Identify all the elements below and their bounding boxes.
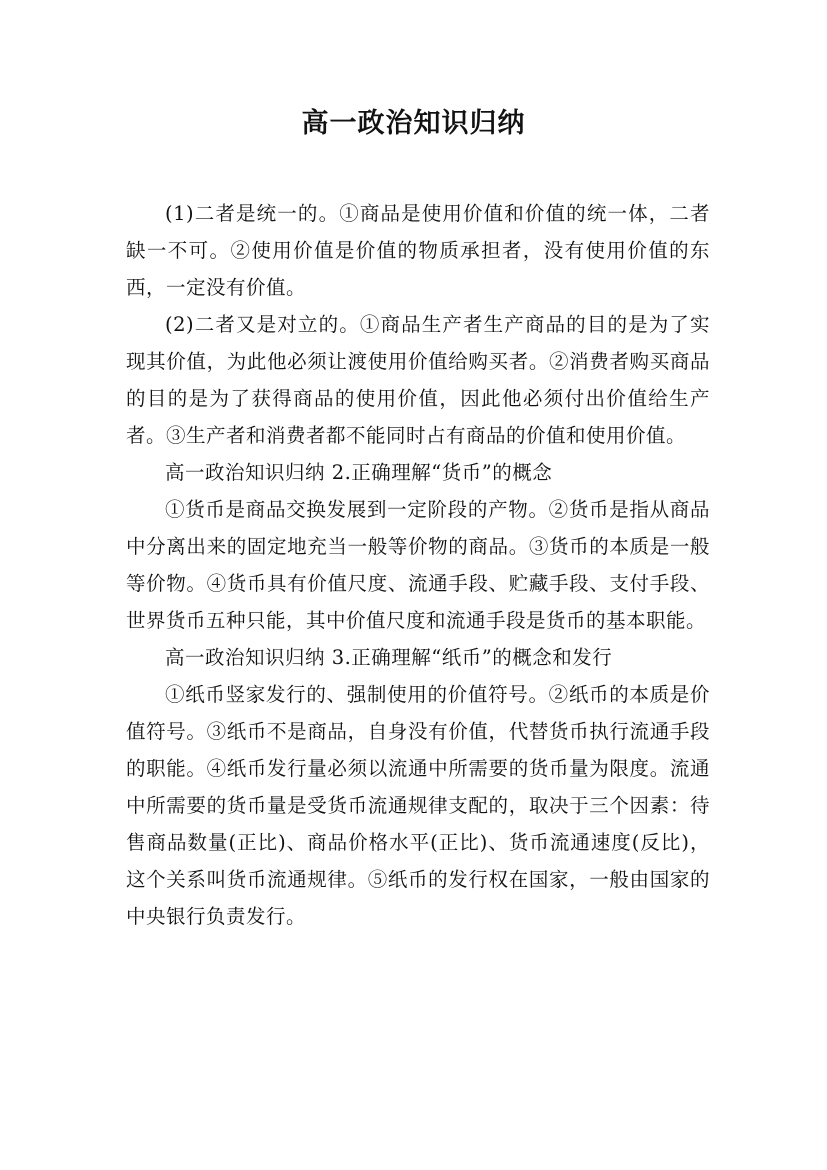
section-heading-currency: 高一政治知识归纳 2.正确理解“货币”的概念 <box>165 461 553 484</box>
paragraph-currency: ①货币是商品交换发展到一定阶段的产物。②货币是指从商品中分离出来的固定地充当一般等价物的商品。③货币的本质是一般等价物。④货币具有价值尺度、流通手段、贮藏手段、支付手段、世界货币五种只能，其中价值尺度和流通手段是货币的基本职能。 <box>126 498 710 632</box>
section-heading-paper-money: 高一政治知识归纳 3.正确理解“纸币”的概念和发行 <box>165 646 613 669</box>
paragraph-unity-opposition-2: (2)二者又是对立的。①商品生产者生产商品的目的是为了实现其价值，为此他必须让渡使用价值给购买者。②消费者购买商品的目的是为了获得商品的使用价值，因此他必须付出价值给生产者。③生产者和消费者都不能同时占有商品的价值和使用价值。 <box>126 313 710 447</box>
document-body <box>126 195 710 935</box>
paragraph-unity-opposition-1: (1)二者是统一的。①商品是使用价值和价值的统一体，二者缺一不可。②使用价值是价值的物质承担者，没有使用价值的东西，一定没有价值。 <box>126 202 710 299</box>
document-title: 高一政治知识归纳 <box>301 108 526 139</box>
paragraph-paper-money: ①纸币竖家发行的、强制使用的价值符号。②纸币的本质是价值符号。③纸币不是商品，自身没有价值，代替货币执行流通手段的职能。④纸币发行量必须以流通中所需要的货币量为限度。流通中所需要的货币量是受货币流通规律支配的，取决于三个因素：待售商品数量(正比)、商品价格水平(正比)、货币流通速度(反比)，这个关系叫货币流通规律。⑤纸币的发行权在国家，一般由国家的中央银行负责发行。 <box>126 683 710 928</box>
